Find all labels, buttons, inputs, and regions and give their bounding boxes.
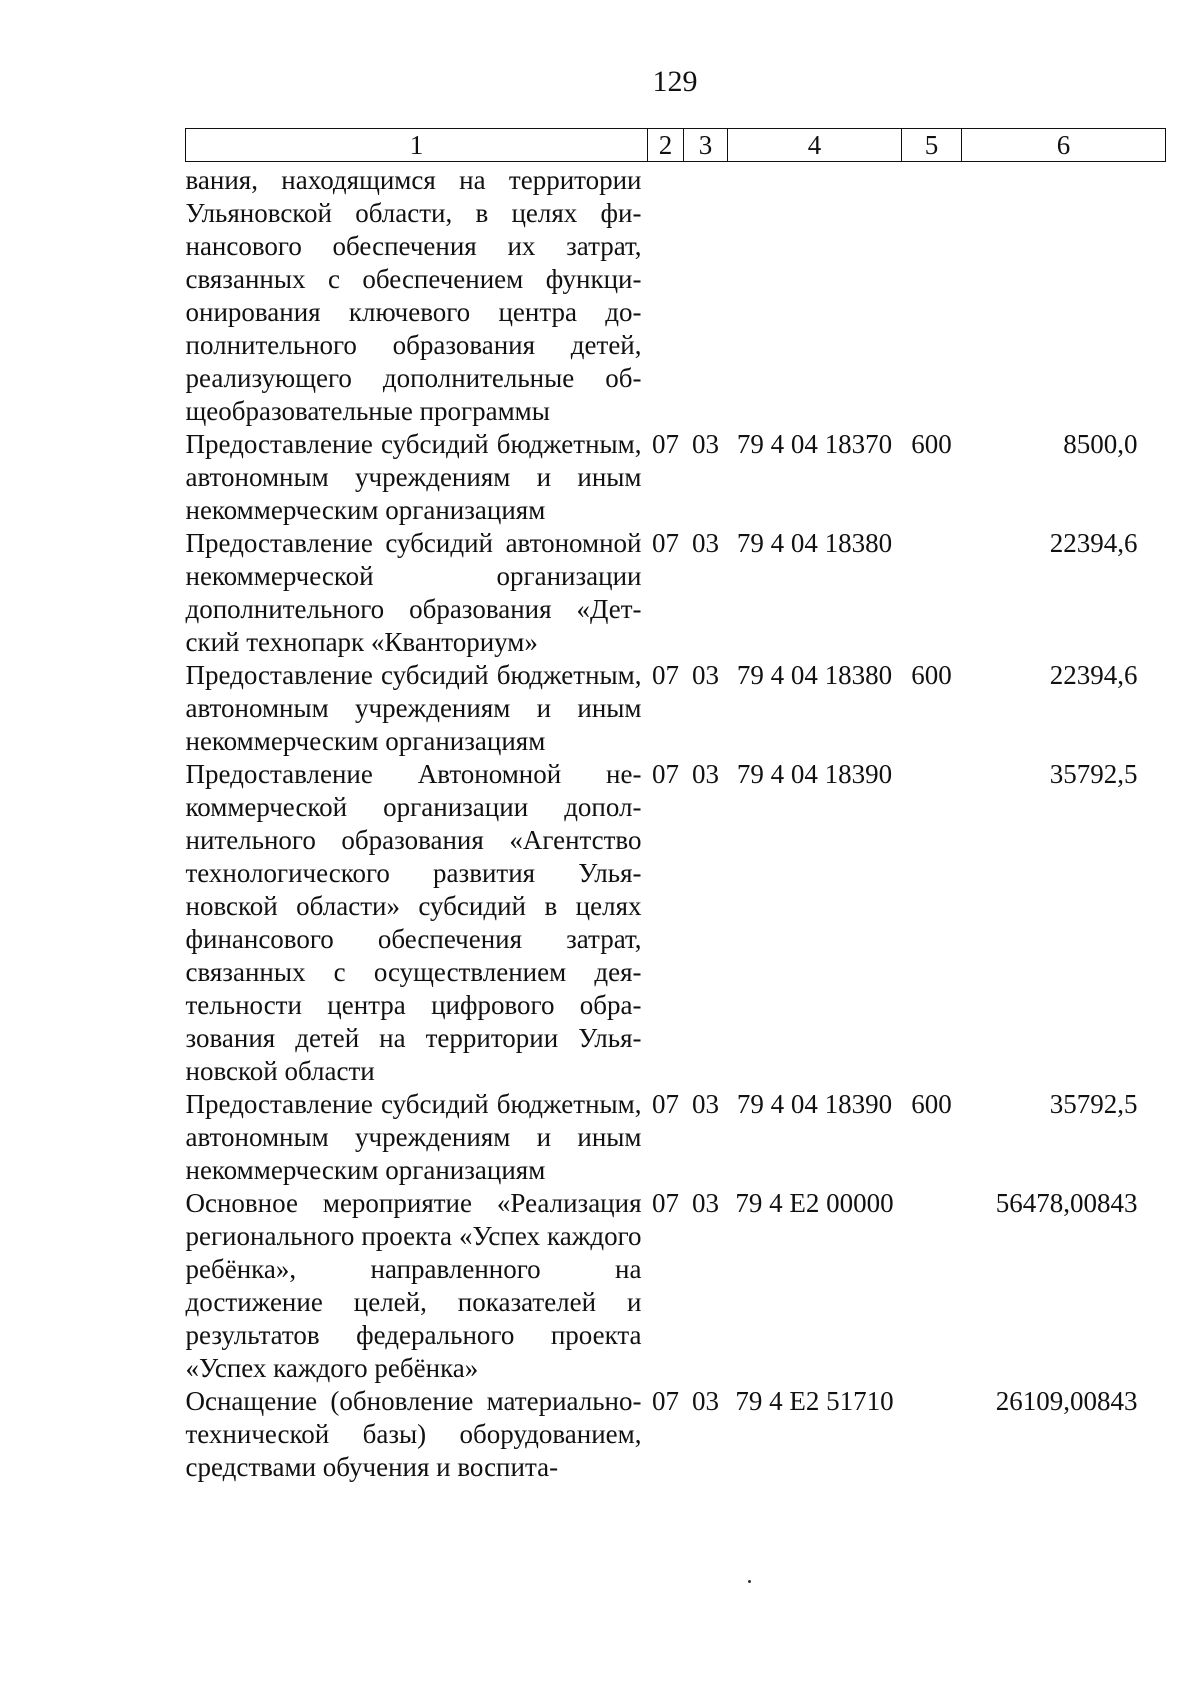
column-header-2: 2 — [648, 129, 684, 162]
page-number: 129 — [652, 65, 698, 98]
row-section: 07 — [652, 528, 679, 558]
table-row — [186, 162, 1166, 429]
row-expense-type: 600 — [911, 429, 952, 459]
row-expense-type: 600 — [911, 1089, 952, 1119]
table-row — [186, 527, 1166, 659]
row-section: 07 — [652, 429, 679, 459]
row-description: Основное мероприятие «Реализация регионального проекта «Успех каждого ребёнка», направленного на достижение целей, показателей и результатов федерального проекта «Успех каждого ребёнка» — [185, 1188, 642, 1383]
column-header-3: 3 — [684, 129, 728, 162]
row-target-code: 79 4 04 18370 — [736, 429, 893, 459]
column-header-5: 5 — [902, 129, 962, 162]
row-section: 07 — [652, 1188, 679, 1218]
row-amount: 56478,00843 — [995, 1188, 1138, 1218]
row-subsection: 03 — [692, 528, 719, 558]
table-row — [186, 1187, 1166, 1385]
row-target-code: 79 4 04 18380 — [736, 528, 893, 558]
row-section: 07 — [652, 1089, 679, 1119]
row-description: Оснащение (обновление материально-технической базы) оборудованием, средствами обучения и воспита- — [185, 1386, 642, 1482]
row-target-code: 79 4 E2 00000 — [735, 1188, 894, 1218]
row-section: 07 — [652, 1386, 679, 1416]
row-subsection: 03 — [692, 660, 719, 690]
row-target-code: 79 4 04 18390 — [736, 759, 893, 789]
table-header — [186, 129, 1166, 162]
scan-speck — [748, 1580, 751, 1583]
row-section — [648, 162, 684, 429]
table-row — [186, 428, 1166, 527]
row-description: Предоставление субсидий автономной некоммерческой организации дополнительного образования «Детский технопарк «Кванториум» — [185, 528, 642, 657]
row-subsection: 03 — [692, 1188, 719, 1218]
row-expense-type — [902, 758, 962, 1088]
row-expense-type — [902, 1385, 962, 1484]
row-subsection: 03 — [692, 429, 719, 459]
row-amount: 35792,5 — [1049, 1089, 1138, 1119]
row-description: вания, находящимся на территории Ульяновской области, в целях финансового обеспечения их затрат, связанных с обеспечением функционирования ключевого центра дополнительного образования детей, реализующего дополнительные общеобразовательные программы — [185, 165, 642, 426]
row-expense-type — [902, 162, 962, 429]
row-amount: 22394,6 — [1049, 660, 1138, 690]
row-expense-type: 600 — [911, 660, 952, 690]
table-row — [186, 1385, 1166, 1484]
row-subsection: 03 — [692, 1386, 719, 1416]
row-subsection: 03 — [692, 1089, 719, 1119]
row-subsection — [684, 162, 728, 429]
row-description: Предоставление Автономной некоммерческой организации дополнительного образования «Агентство технологического развития Ульяновской области» субсидий в целях финансового обеспечения затрат, связанных с осуществлением деятельности центра цифрового образования детей на территории Ульяновской области — [185, 759, 642, 1086]
row-amount: 35792,5 — [1049, 759, 1138, 789]
row-description: Предоставление субсидий бюджетным, автономным учреждениям и иным некоммерческим организациям — [185, 1089, 642, 1185]
row-amount — [962, 162, 1166, 429]
row-target-code: 79 4 E2 51710 — [735, 1386, 894, 1416]
table-row — [186, 659, 1166, 758]
row-description: Предоставление субсидий бюджетным, автономным учреждениям и иным некоммерческим организациям — [185, 429, 642, 525]
row-section: 07 — [652, 759, 679, 789]
row-amount: 8500,0 — [1063, 429, 1138, 459]
row-target-code: 79 4 04 18380 — [736, 660, 893, 690]
row-expense-type — [902, 527, 962, 659]
row-amount: 22394,6 — [1049, 528, 1138, 558]
row-section: 07 — [652, 660, 679, 690]
budget-table — [185, 128, 1166, 1484]
column-header-4: 4 — [728, 129, 902, 162]
row-expense-type — [902, 1187, 962, 1385]
row-target-code — [728, 162, 902, 429]
column-header-1: 1 — [186, 129, 648, 162]
table-row — [186, 758, 1166, 1088]
row-description: Предоставление субсидий бюджетным, автономным учреждениям и иным некоммерческим организациям — [185, 660, 642, 756]
row-target-code: 79 4 04 18390 — [736, 1089, 893, 1119]
table-row — [186, 1088, 1166, 1187]
row-amount: 26109,00843 — [995, 1386, 1138, 1416]
column-header-6: 6 — [962, 129, 1166, 162]
row-subsection: 03 — [692, 759, 719, 789]
